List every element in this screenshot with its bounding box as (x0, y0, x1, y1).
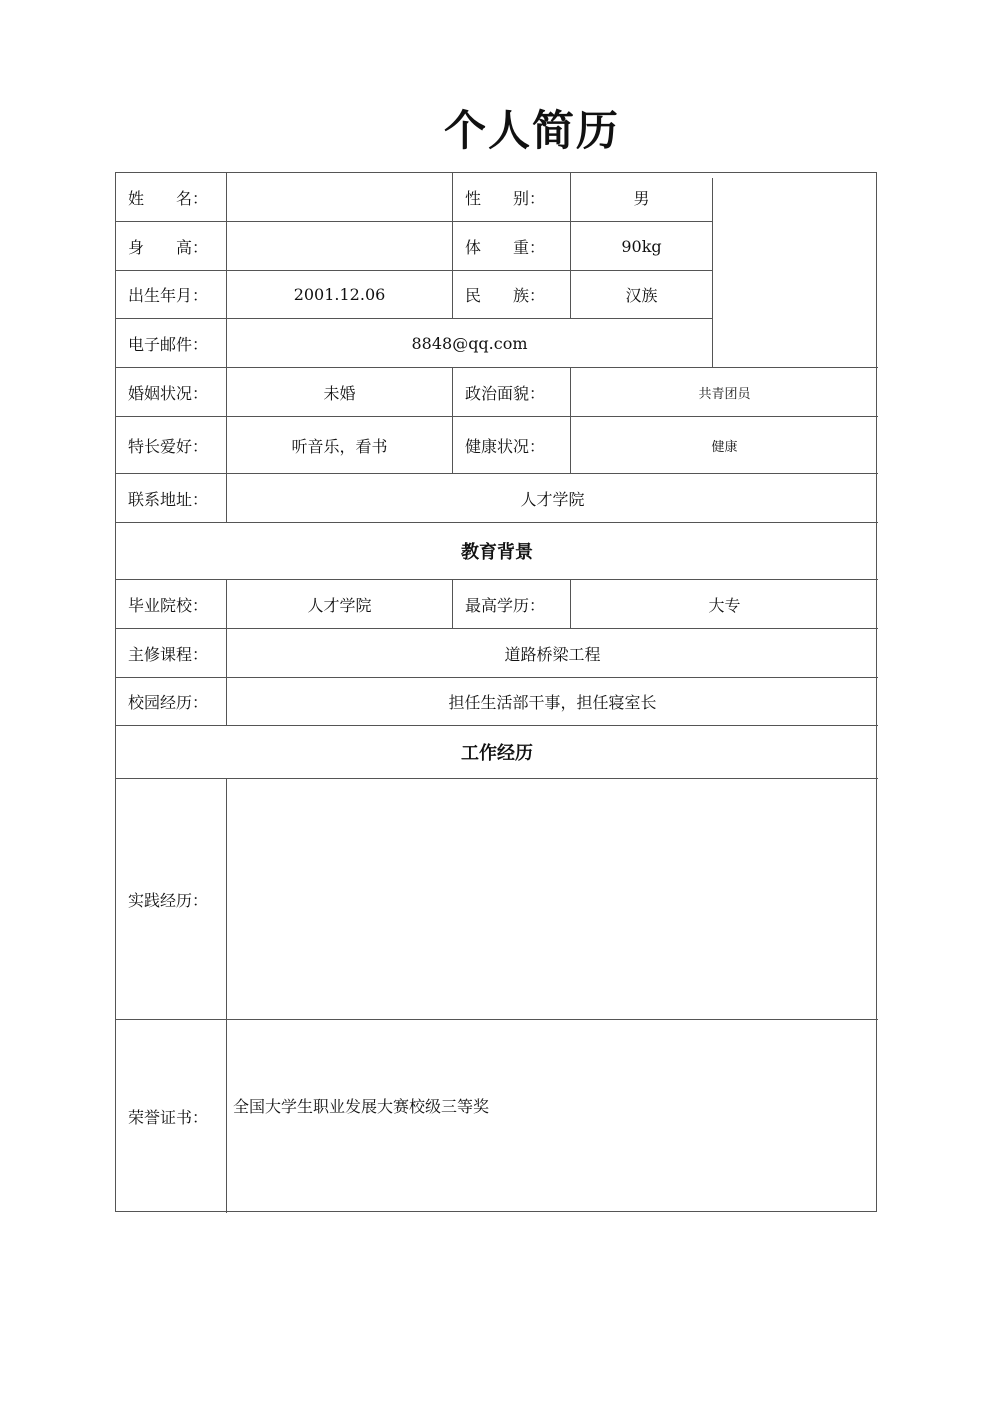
hobby-label: 特长爱好： (128, 436, 209, 456)
major-value: 道路桥梁工程 (504, 644, 601, 664)
email-value: 8848@qq.com (411, 333, 528, 353)
campus-value: 担任生活部干事，担任寝室长 (448, 693, 657, 712)
resume-form (115, 172, 877, 1212)
major-label: 主修课程： (128, 644, 209, 664)
degree-label: 最高学历： (465, 595, 546, 615)
honor-label: 荣誉证书： (128, 1108, 209, 1127)
health-label: 健康状况： (465, 436, 546, 456)
school-value: 人才学院 (307, 595, 372, 615)
honor-value: 全国大学生职业发展大赛校级三等奖 (233, 1096, 490, 1116)
education-heading: 教育背景 (461, 542, 533, 563)
political-label: 政治面貌： (465, 383, 546, 403)
page-title: 个人简历 (443, 106, 620, 155)
work-heading: 工作经历 (461, 743, 533, 764)
health-value: 健康 (711, 439, 738, 455)
weight-label: 体 重： (465, 237, 546, 257)
height-label: 身 高： (128, 237, 209, 257)
hobby-value: 听音乐，看书 (291, 436, 388, 456)
ethnicity-label: 民 族： (465, 286, 546, 305)
birth-label: 出生年月： (128, 286, 209, 305)
gender-label: 性 别： (465, 188, 546, 208)
ethnicity-value: 汉族 (625, 286, 658, 305)
height-value (227, 222, 452, 270)
name-label: 姓 名： (128, 188, 209, 208)
practice-label: 实践经历： (128, 890, 209, 910)
campus-label: 校园经历： (128, 693, 209, 712)
practice-value (227, 779, 878, 1019)
address-label: 联系地址： (128, 489, 209, 509)
email-label: 电子邮件： (128, 334, 209, 354)
marital-label: 婚姻状况： (128, 383, 209, 403)
school-label: 毕业院校： (128, 595, 209, 615)
marital-value: 未婚 (323, 383, 356, 403)
birth-value: 2001.12.06 (293, 285, 386, 304)
political-value: 共青团员 (698, 386, 751, 402)
gender-value: 男 (633, 188, 650, 208)
address-value: 人才学院 (520, 489, 585, 509)
name-value (227, 173, 452, 221)
degree-value: 大专 (708, 595, 741, 615)
photo-area (713, 173, 878, 367)
weight-value: 90kg (621, 236, 662, 256)
